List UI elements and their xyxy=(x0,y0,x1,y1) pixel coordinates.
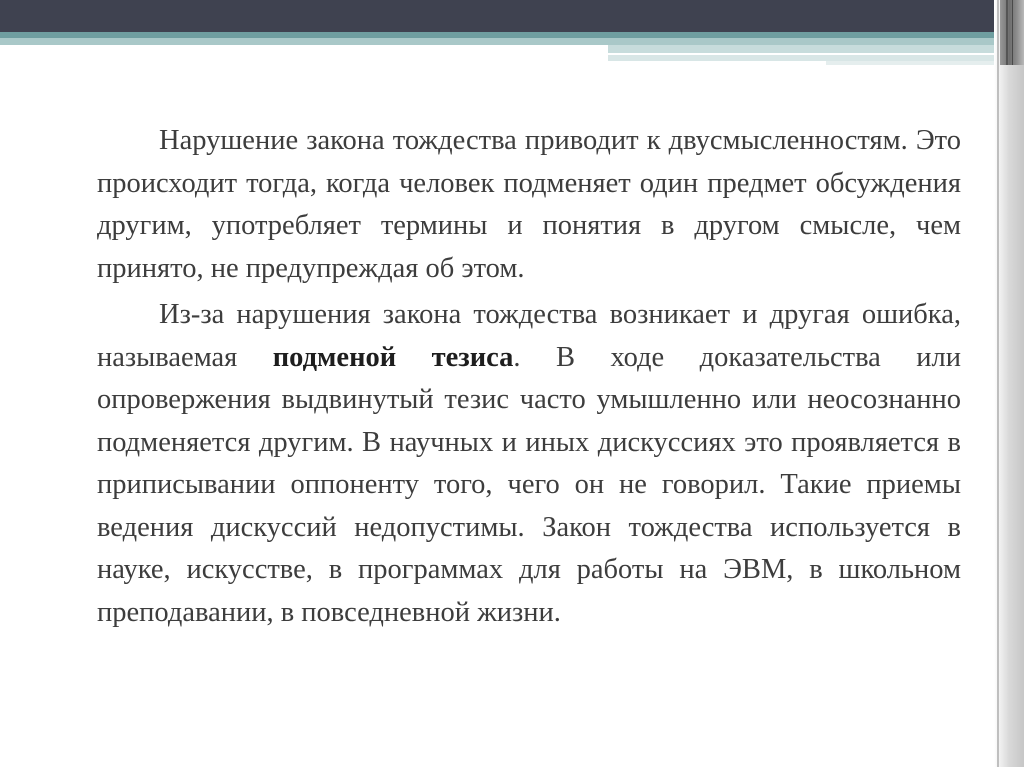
paragraph-2-bold-term: подменой тезиса xyxy=(272,341,514,373)
header-light-teal-band xyxy=(0,38,1000,45)
right-edge-line xyxy=(997,0,999,767)
paragraph-1: Нарушение закона тождества приводит к двусмысленностям. Это происходит тогда, когда человек подменяет один предмет обсуждения другим, употребляет термины и понятия в другом смысле, чем принято, не предупреждая об этом. xyxy=(97,125,961,284)
header-accent-stripe-3 xyxy=(826,61,1000,65)
right-edge-top-line-2 xyxy=(1012,0,1013,65)
header-dark-band xyxy=(0,0,1000,32)
header-accent-stripe-1 xyxy=(608,45,1000,53)
paragraph-2-text-start: Из-за нарушения закона тождества возникает и другая ошибка, называемая xyxy=(97,299,961,373)
slide-body xyxy=(97,120,961,634)
right-edge-top-line xyxy=(1006,0,1008,65)
paragraph-2-text-end: . В ходе доказательства или опровержения выдвинутый тезис часто умышленно или неосознанно подменяется другим. В научных и иных дискуссиях это проявляется в приписывании оппоненту того, чего он не говорил. Такие приемы ведения дискуссий недопустимы. Закон тождества используется в науке, искусстве, в программах для работы на ЭВМ, в школьном преподавании, в повседневной жизни. xyxy=(97,341,961,628)
paragraph-2 xyxy=(97,294,961,634)
